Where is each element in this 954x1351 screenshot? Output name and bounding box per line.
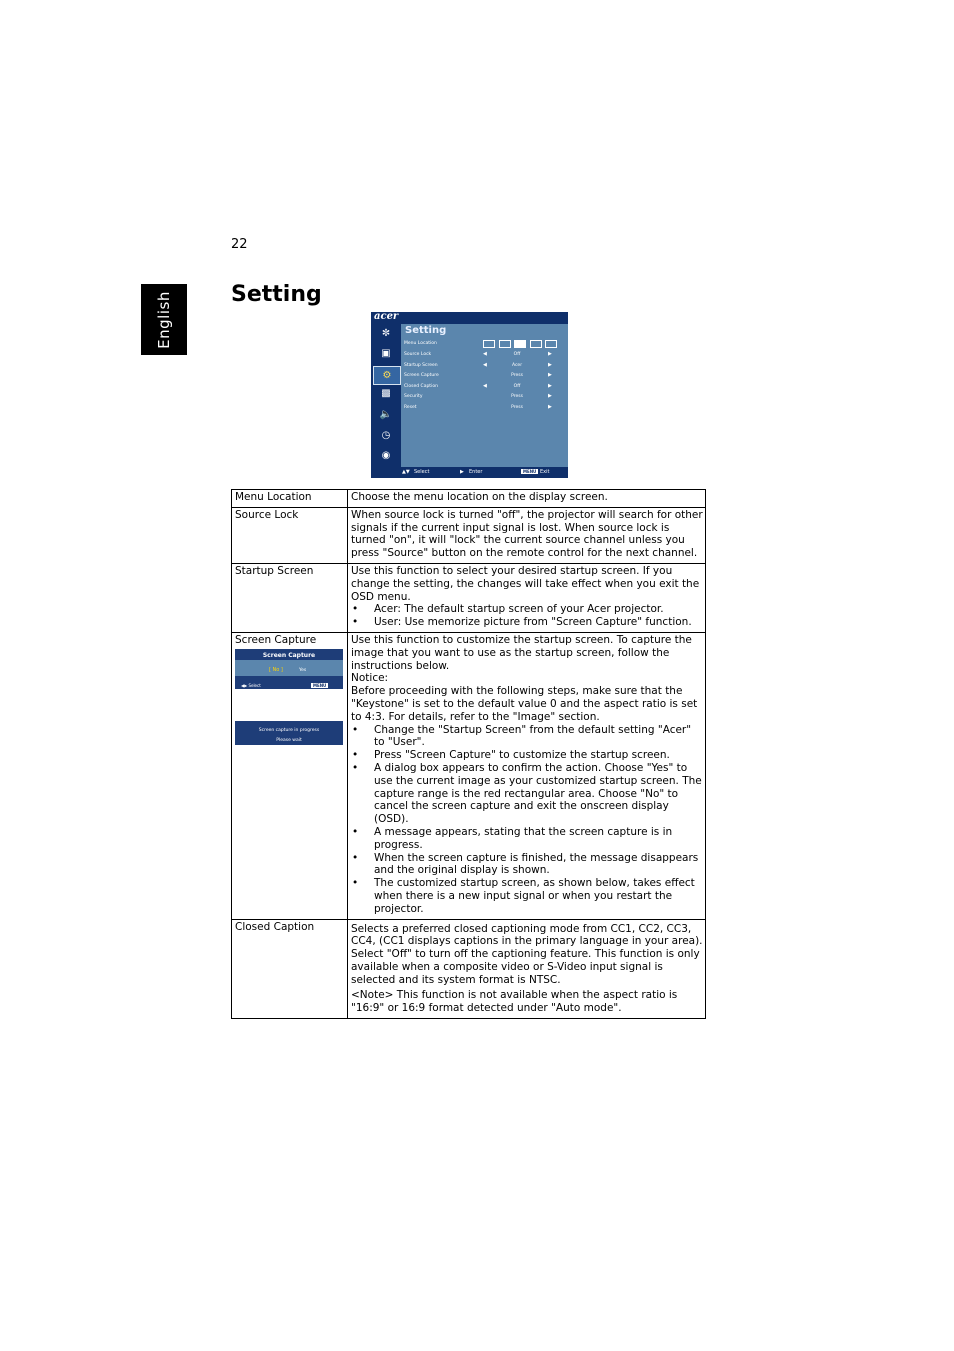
language-tab-label: English (155, 290, 173, 349)
progress-line-1: Screen capture in progress (258, 727, 320, 733)
osd-row-label: Startup Screen (404, 363, 438, 368)
table-row (232, 507, 706, 563)
menu-location-bottom-right-icon (545, 340, 557, 348)
image-icon: ▣ (381, 348, 391, 359)
dialog-no-option: [ No ] (269, 666, 283, 673)
bullet-list (351, 724, 703, 916)
list-item: • The customized startup screen, as shown below, takes effect when there is a new input signal or when you restart the projector. (351, 877, 703, 915)
capture-progress-message-image (235, 721, 343, 745)
row-desc (348, 919, 706, 1019)
table-row (232, 632, 706, 919)
osd-row-value: Off (513, 384, 521, 389)
menu-location-top-right-icon (499, 340, 511, 348)
menu-key-icon: MENU (313, 682, 327, 688)
row-name (232, 632, 348, 919)
menu-location-bottom-left-icon (530, 340, 542, 348)
row-name: Menu Location (232, 490, 348, 508)
bullet-list (351, 603, 703, 629)
management-icon: ▩ (381, 388, 391, 399)
row-desc (348, 563, 706, 632)
nav-arrows-icon: ▲▼ (402, 469, 410, 475)
desc-text: When source lock is turned "off", the projector will search for other signals if the current input signal is lost. When source lock is turned "on", it will "lock" the current source channel unless you press "Source" button on the remote control for the next channel. (351, 508, 703, 560)
desc-text: Choose the menu location on the display screen. (351, 491, 608, 503)
osd-row-security (404, 393, 564, 401)
acer-logo: acer (374, 312, 399, 322)
osd-top-bar (371, 312, 568, 324)
dialog-body (235, 660, 343, 676)
color-icon: ✼ (381, 328, 391, 339)
menu-key-icon: MENU (523, 469, 537, 474)
row-desc (348, 490, 706, 508)
left-right-arrows-icon: ◀▶ (241, 682, 248, 688)
screen-capture-dialog-image (235, 649, 343, 701)
language-tab (141, 284, 187, 355)
osd-title: Setting (405, 325, 447, 336)
list-item: • When the screen capture is finished, the message disappears and the original display is shown. (351, 852, 703, 878)
timer-icon: ◷ (381, 430, 391, 441)
osd-footer-exit: Exit (540, 469, 550, 475)
osd-row-closed-caption (404, 383, 564, 391)
table-row (232, 919, 706, 1019)
osd-row-reset (404, 404, 564, 412)
list-item: • User: Use memorize picture from "Screen Capture" function. (351, 616, 703, 629)
list-item: • Acer: The default startup screen of your Acer projector. (351, 603, 703, 616)
table-row (232, 563, 706, 632)
osd-row-label: Source Lock (404, 352, 432, 357)
enter-arrow-icon: ▶ (460, 469, 464, 475)
arrow-right-icon: ▶ (548, 351, 552, 357)
dialog-select-text: Select (248, 682, 261, 688)
desc-text: Use this function to customize the startup screen. To capture the image that you want to use as the startup screen, follow the instructions below. (351, 633, 692, 672)
dialog-select-hint (241, 680, 261, 693)
dialog-yes-option: Yes (299, 667, 307, 673)
osd-footer-select: Select (414, 469, 430, 475)
osd-row-value: Press (511, 373, 523, 378)
desc-text: Use this function to select your desired startup screen. If you change the setting, the changes will take effect when you exit the OSD menu. (351, 564, 700, 603)
note-text: <Note> This function is not available when the aspect ratio is "16:9" or 16:9 format detected under "Auto mode". (351, 989, 678, 1015)
osd-setting-screenshot (371, 312, 568, 478)
osd-row-label: Menu Location (404, 341, 437, 346)
list-item: • Change the "Startup Screen" from the default setting "Acer" to "User". (351, 724, 703, 750)
osd-row-startup-screen (404, 362, 564, 370)
osd-footer-enter: Enter (469, 469, 483, 475)
osd-row-label: Closed Caption (404, 384, 438, 389)
setting-icon: ⚙ (373, 366, 401, 385)
arrow-left-icon: ◀ (483, 362, 487, 368)
dialog-confirm-hint (311, 680, 343, 706)
row-name: Startup Screen (232, 563, 348, 632)
arrow-left-icon: ◀ (483, 383, 487, 389)
row-name: Closed Caption (232, 919, 348, 1019)
row-desc (348, 632, 706, 919)
row-desc (348, 507, 706, 563)
list-item: • A dialog box appears to confirm the action. Choose "Yes" to use the current image as your customized startup screen. The capture range is the red rectangular area. Choose "No" to cancel the screen capture and exit the onscreen display (OSD). (351, 762, 703, 826)
table-row (232, 490, 706, 508)
arrow-right-icon: ▶ (548, 383, 552, 389)
page-title: Setting (231, 282, 322, 307)
row-name: Source Lock (232, 507, 348, 563)
desc-text: Selects a preferred closed captioning mode from CC1, CC2, CC3, CC4, (CC1 displays captions in the primary language in your area). Select "Off" to turn off the captioning feature. This function is only available when a composite video or S-Video input signal is selected and its system format is NTSC. (351, 922, 703, 986)
arrow-right-icon: ▶ (548, 393, 552, 399)
dialog-title: Screen Capture (262, 651, 316, 659)
menu-location-center-icon (514, 340, 526, 348)
row-name-text: Screen Capture (235, 633, 317, 646)
osd-footer (371, 467, 568, 478)
list-item: • Press "Screen Capture" to customize the startup screen. (351, 749, 703, 762)
osd-sidebar (371, 324, 401, 467)
arrow-left-icon: ◀ (483, 351, 487, 357)
osd-row-label: Reset (404, 405, 417, 410)
osd-row-menu-location (404, 340, 564, 348)
settings-table (231, 489, 706, 1019)
osd-row-label: Security (404, 394, 423, 399)
notice-label: Notice: (351, 672, 389, 685)
page-number: 22 (231, 237, 248, 252)
osd-row-value: Press (511, 405, 523, 410)
osd-row-screen-capture (404, 372, 564, 380)
progress-line-2: Please wait (276, 737, 302, 743)
arrow-right-icon: ▶ (548, 372, 552, 378)
osd-row-value: Off (513, 352, 521, 357)
dialog-confirm-text: Confirm (311, 695, 327, 701)
language-icon: ◉ (381, 450, 391, 461)
osd-row-value: Acer (511, 363, 523, 368)
arrow-right-icon: ▶ (548, 362, 552, 368)
audio-icon: 🔈 (379, 409, 393, 420)
menu-location-top-left-icon (483, 340, 495, 348)
arrow-right-icon: ▶ (548, 404, 552, 410)
list-item: • A message appears, stating that the screen capture is in progress. (351, 826, 703, 852)
osd-row-label: Screen Capture (404, 373, 439, 378)
osd-row-value: Press (511, 394, 523, 399)
osd-row-source-lock (404, 351, 564, 359)
notice-text: Before proceeding with the following steps, make sure that the "Keystone" is set to the default value 0 and the aspect ratio is set to 4:3. For details, refer to the "Image" section. (351, 685, 698, 723)
